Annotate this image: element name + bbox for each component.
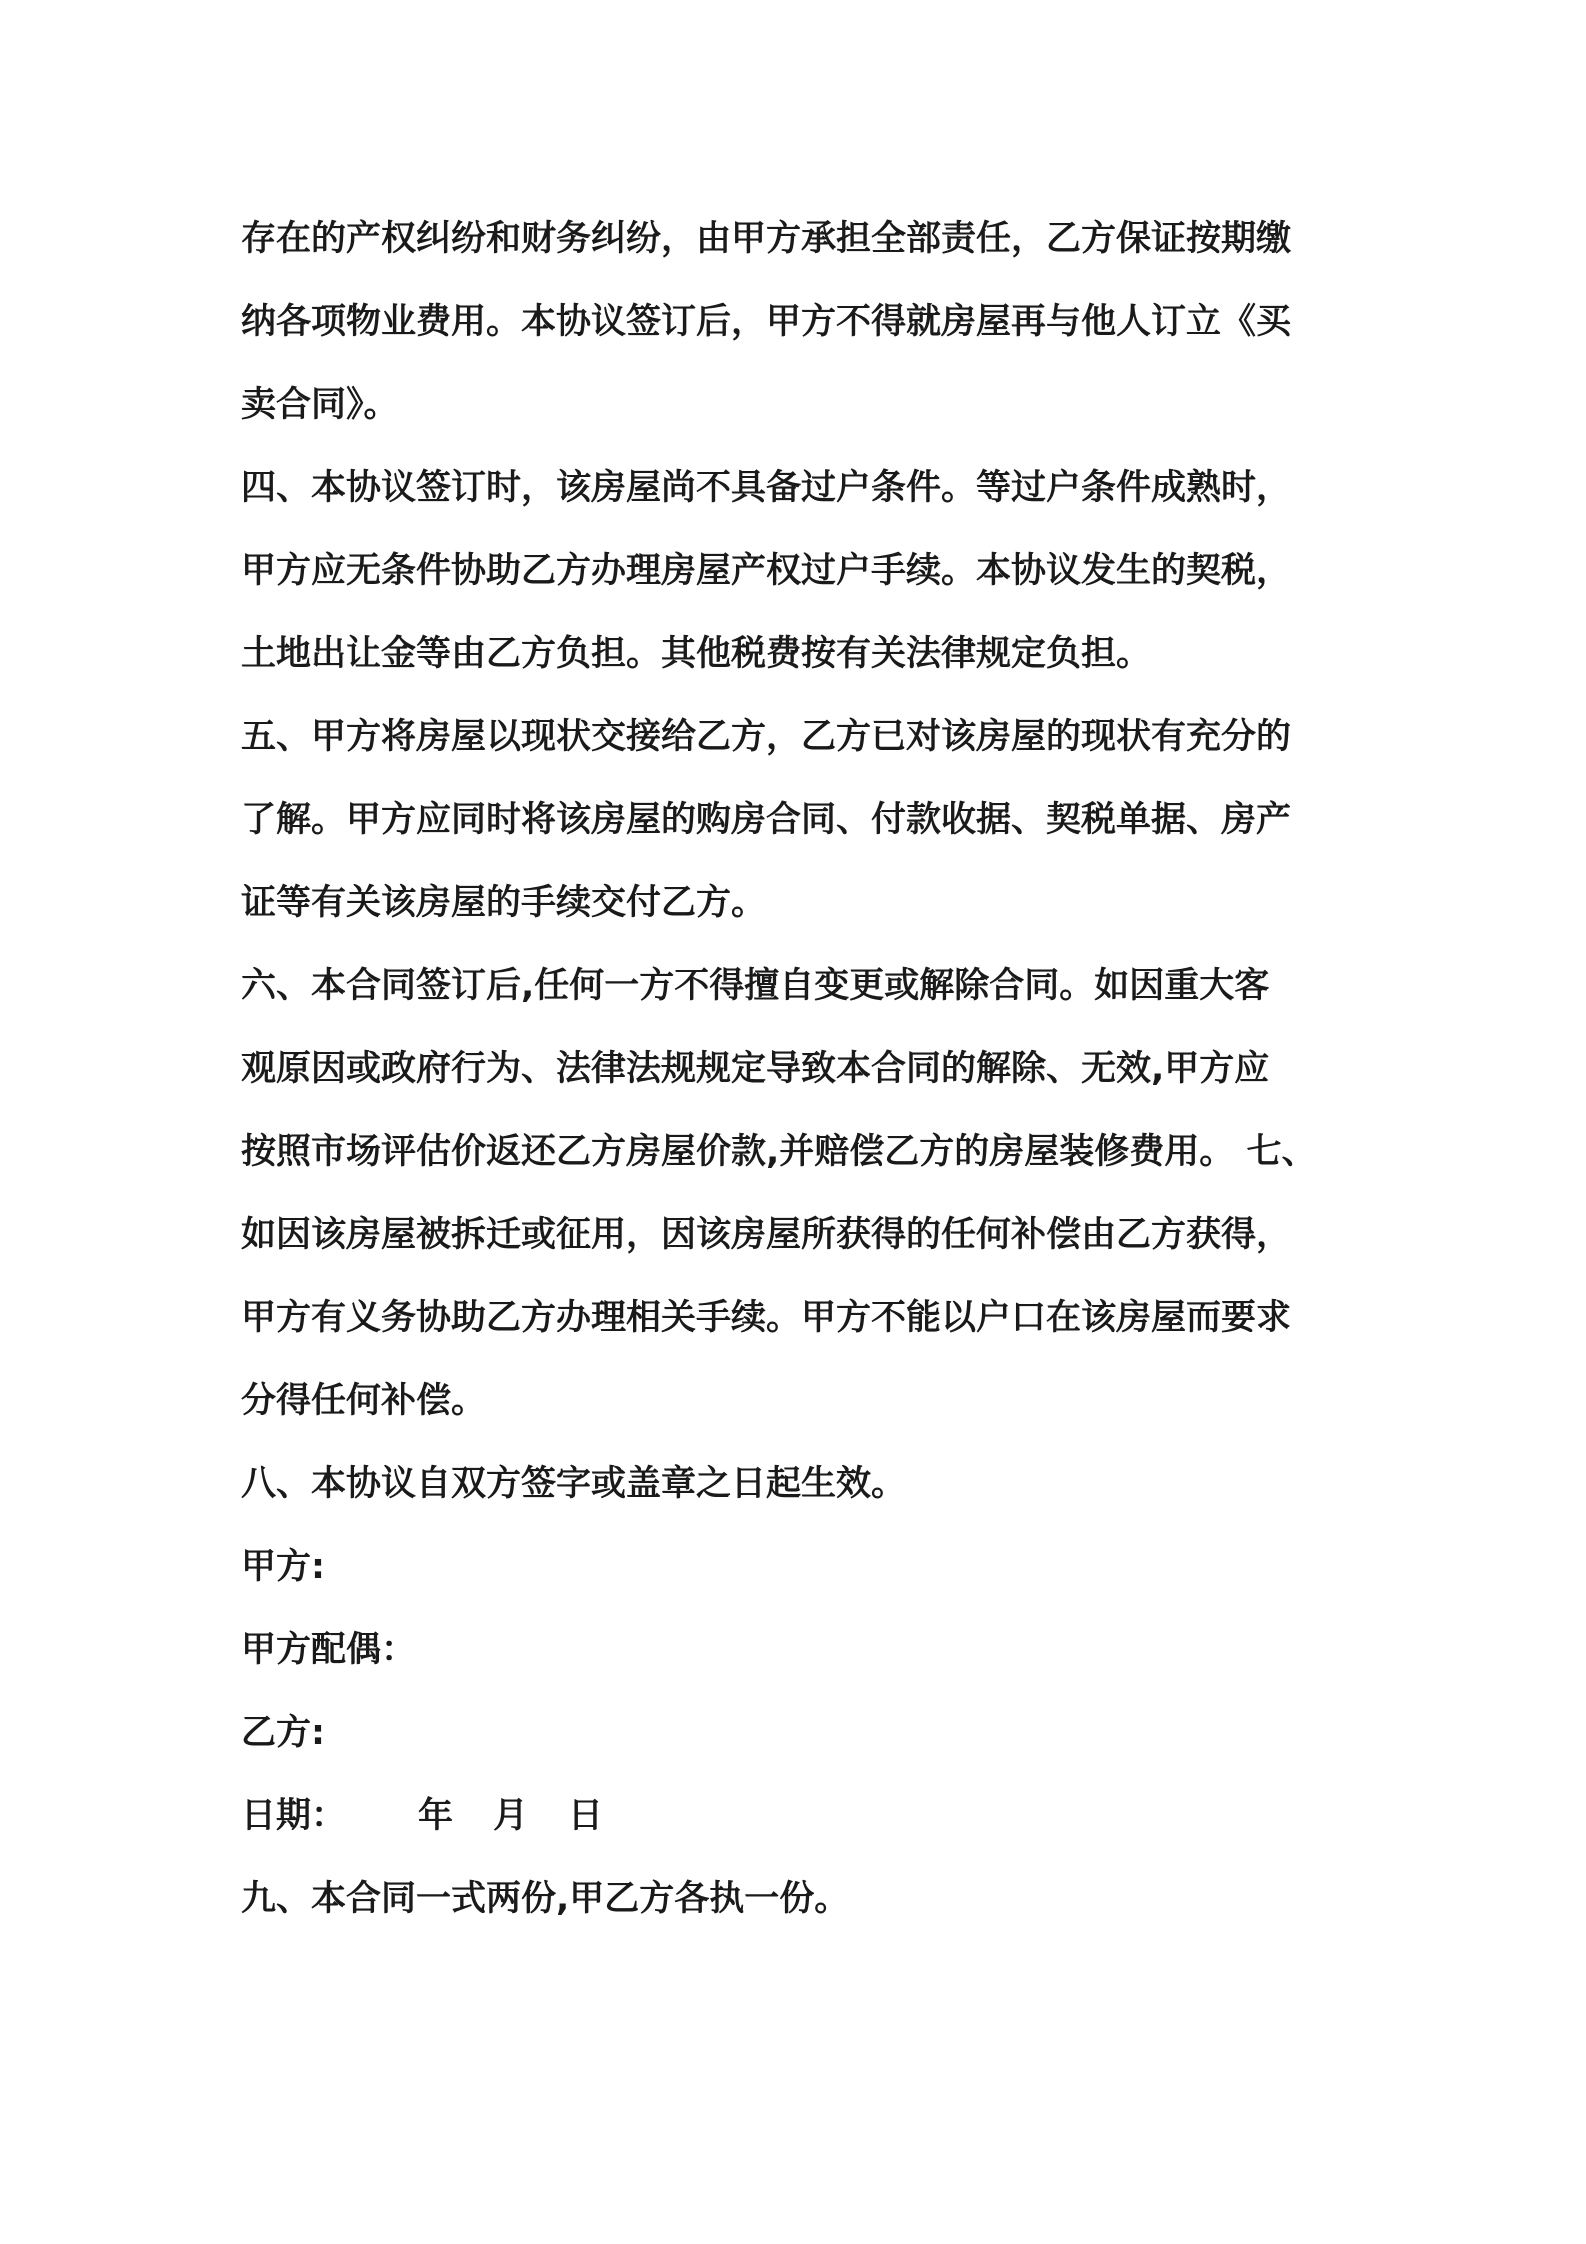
text-line: 纳各项物业费用。本协议签订后，甲方不得就房屋再与他人订立《买 — [241, 302, 1292, 342]
date-month: 月 — [493, 1796, 529, 1836]
clause-nine-line: 九、本合同一式两份,甲乙方各执一份。 — [241, 1879, 850, 1919]
text-line: 土地出让金等由乙方负担。其他税费按有关法律规定负担。 — [241, 634, 1152, 674]
clause-eight-line: 八、本协议自双方签字或盖章之日起生效。 — [241, 1464, 907, 1504]
text-line: 甲方有义务协助乙方办理相关手续。甲方不能以户口在该房屋而要求 — [241, 1298, 1292, 1338]
text-line: 如因该房屋被拆迁或征用，因该房屋所获得的任何补偿由乙方获得， — [241, 1215, 1292, 1255]
contract-text — [241, 198, 1371, 1941]
party-a-label: 甲方: — [241, 1547, 325, 1587]
text-line: 分得任何补偿。 — [241, 1381, 487, 1421]
party-b-label: 乙方: — [241, 1713, 325, 1753]
text-line: 甲方应无条件协助乙方办理房屋产权过户手续。本协议发生的契税， — [241, 551, 1292, 591]
signature-date — [241, 1775, 1371, 1858]
date-label: 日期： — [241, 1796, 347, 1836]
clause-five-line: 五、甲方将房屋以现状交接给乙方，乙方已对该房屋的现状有充分的 — [241, 717, 1292, 757]
clause-six-line: 六、本合同签订后,任何一方不得擅自变更或解除合同。如因重大客 — [241, 966, 1270, 1006]
signature-party-a-spouse — [241, 1609, 1371, 1692]
text-line: 观原因或政府行为、法律法规规定导致本合同的解除、无效,甲方应 — [241, 1049, 1270, 1089]
text-line: 了解。甲方应同时将该房屋的购房合同、付款收据、契税单据、房产 — [241, 800, 1292, 840]
party-a-spouse-label: 甲方配偶： — [241, 1630, 417, 1670]
text-line: 存在的产权纠纷和财务纠纷，由甲方承担全部责任，乙方保证按期缴 — [241, 219, 1292, 259]
date-day: 日 — [568, 1796, 604, 1836]
clause-four-line: 四、本协议签订时，该房屋尚不具备过户条件。等过户条件成熟时， — [241, 468, 1292, 508]
date-year: 年 — [418, 1796, 454, 1836]
signature-party-a — [241, 1526, 1371, 1609]
text-line: 卖合同》。 — [241, 385, 399, 425]
text-line: 证等有关该房屋的手续交付乙方。 — [241, 883, 767, 923]
text-line: 按照市场评估价返还乙方房屋价款,并赔偿乙方的房屋装修费用。 七、 — [241, 1132, 1317, 1172]
signature-party-b — [241, 1692, 1371, 1775]
